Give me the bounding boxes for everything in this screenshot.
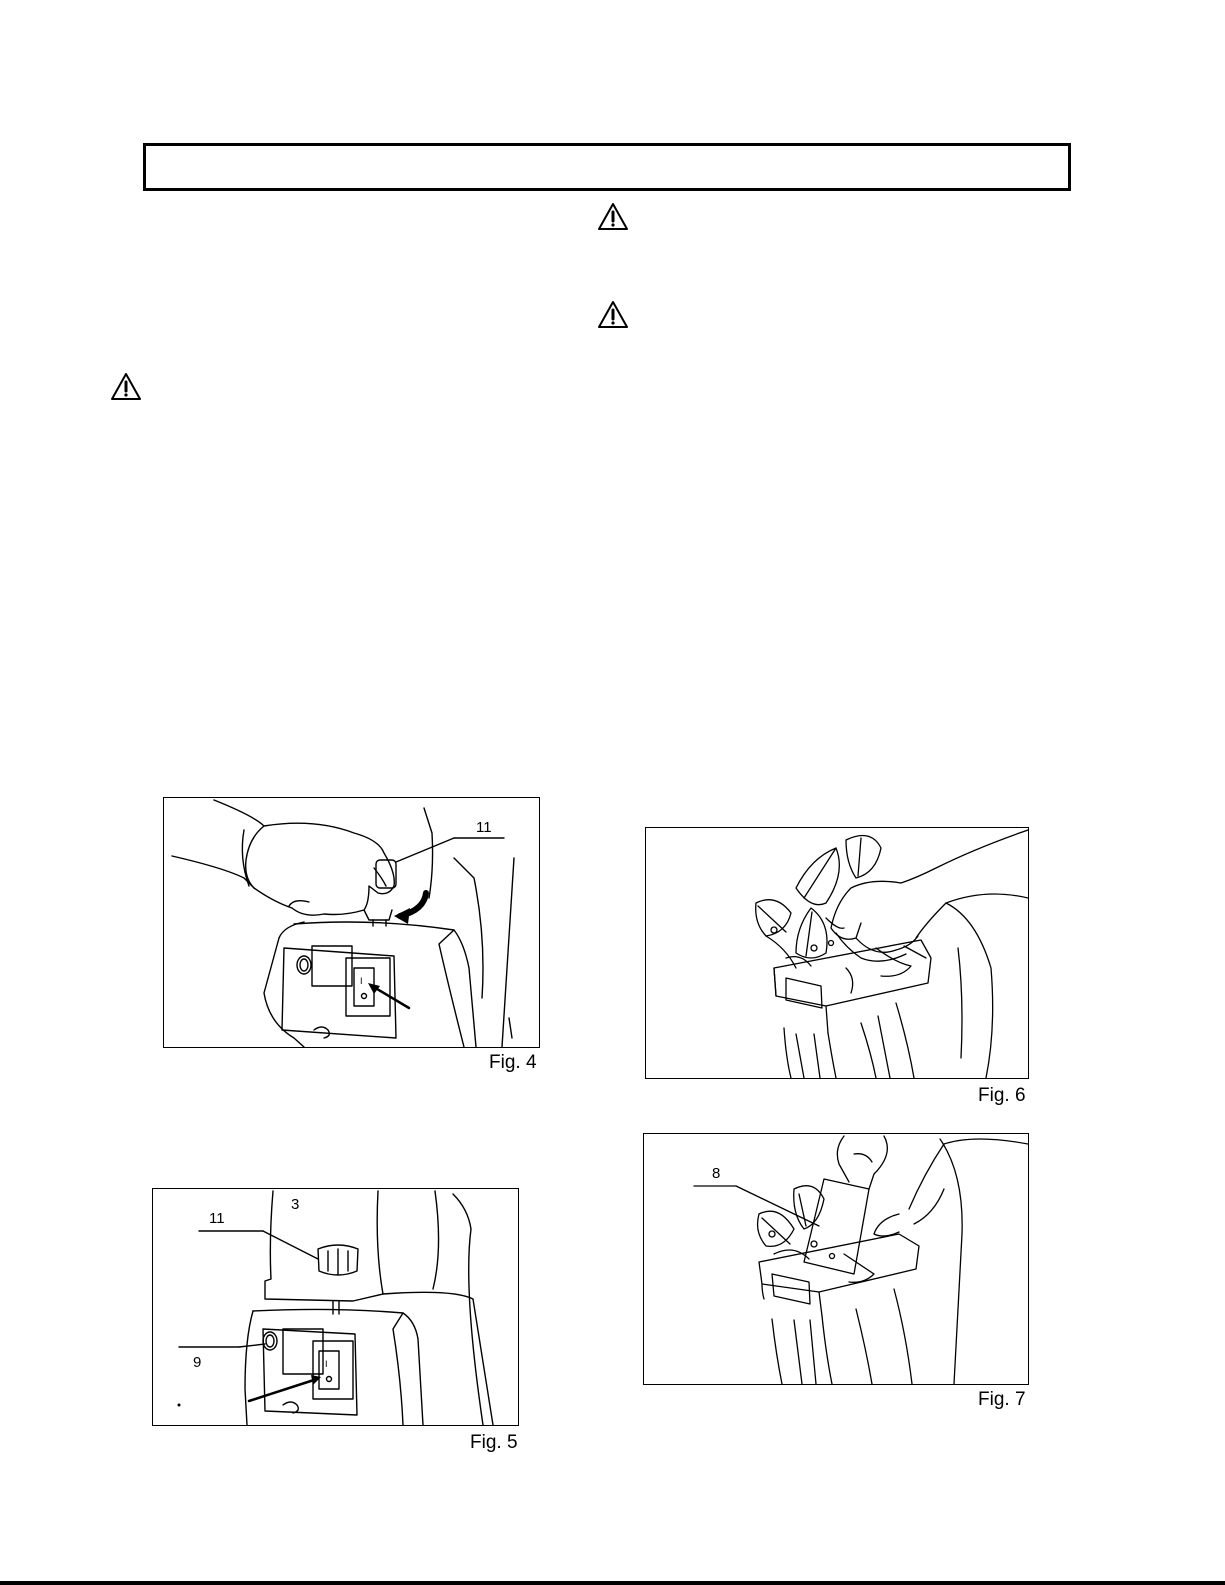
page-bottom-rule [0,1581,1225,1585]
fig5-callout-9: 9 [193,1354,202,1371]
fig4-callout-11: 11 [476,819,492,836]
fig4-drawing [164,798,539,1047]
fig7-caption: Fig. 7 [978,1389,1026,1410]
fig7-drawing [644,1134,1028,1384]
figure-4-illustration [163,797,540,1048]
warning-triangle-icon [597,300,629,329]
figure-6-illustration [645,827,1029,1079]
fig6-drawing [646,828,1028,1078]
fig5-drawing [153,1189,518,1425]
figure-7-illustration [643,1133,1029,1385]
fig6-caption: Fig. 6 [978,1085,1026,1106]
arm-outline [172,856,254,888]
fig5-caption: Fig. 5 [470,1432,518,1453]
section-header-box [143,143,1071,191]
svg-text:I: I [360,976,363,986]
warning-triangle-icon [597,202,629,231]
fig5-callout-11: 11 [209,1210,225,1227]
fig5-callout-3: 3 [291,1196,300,1213]
fig4-caption: Fig. 4 [489,1052,537,1073]
warning-triangle-icon [110,372,142,401]
figure-5-illustration [152,1188,519,1426]
fig7-callout-8: 8 [712,1165,721,1182]
svg-text:I: I [325,1359,328,1369]
